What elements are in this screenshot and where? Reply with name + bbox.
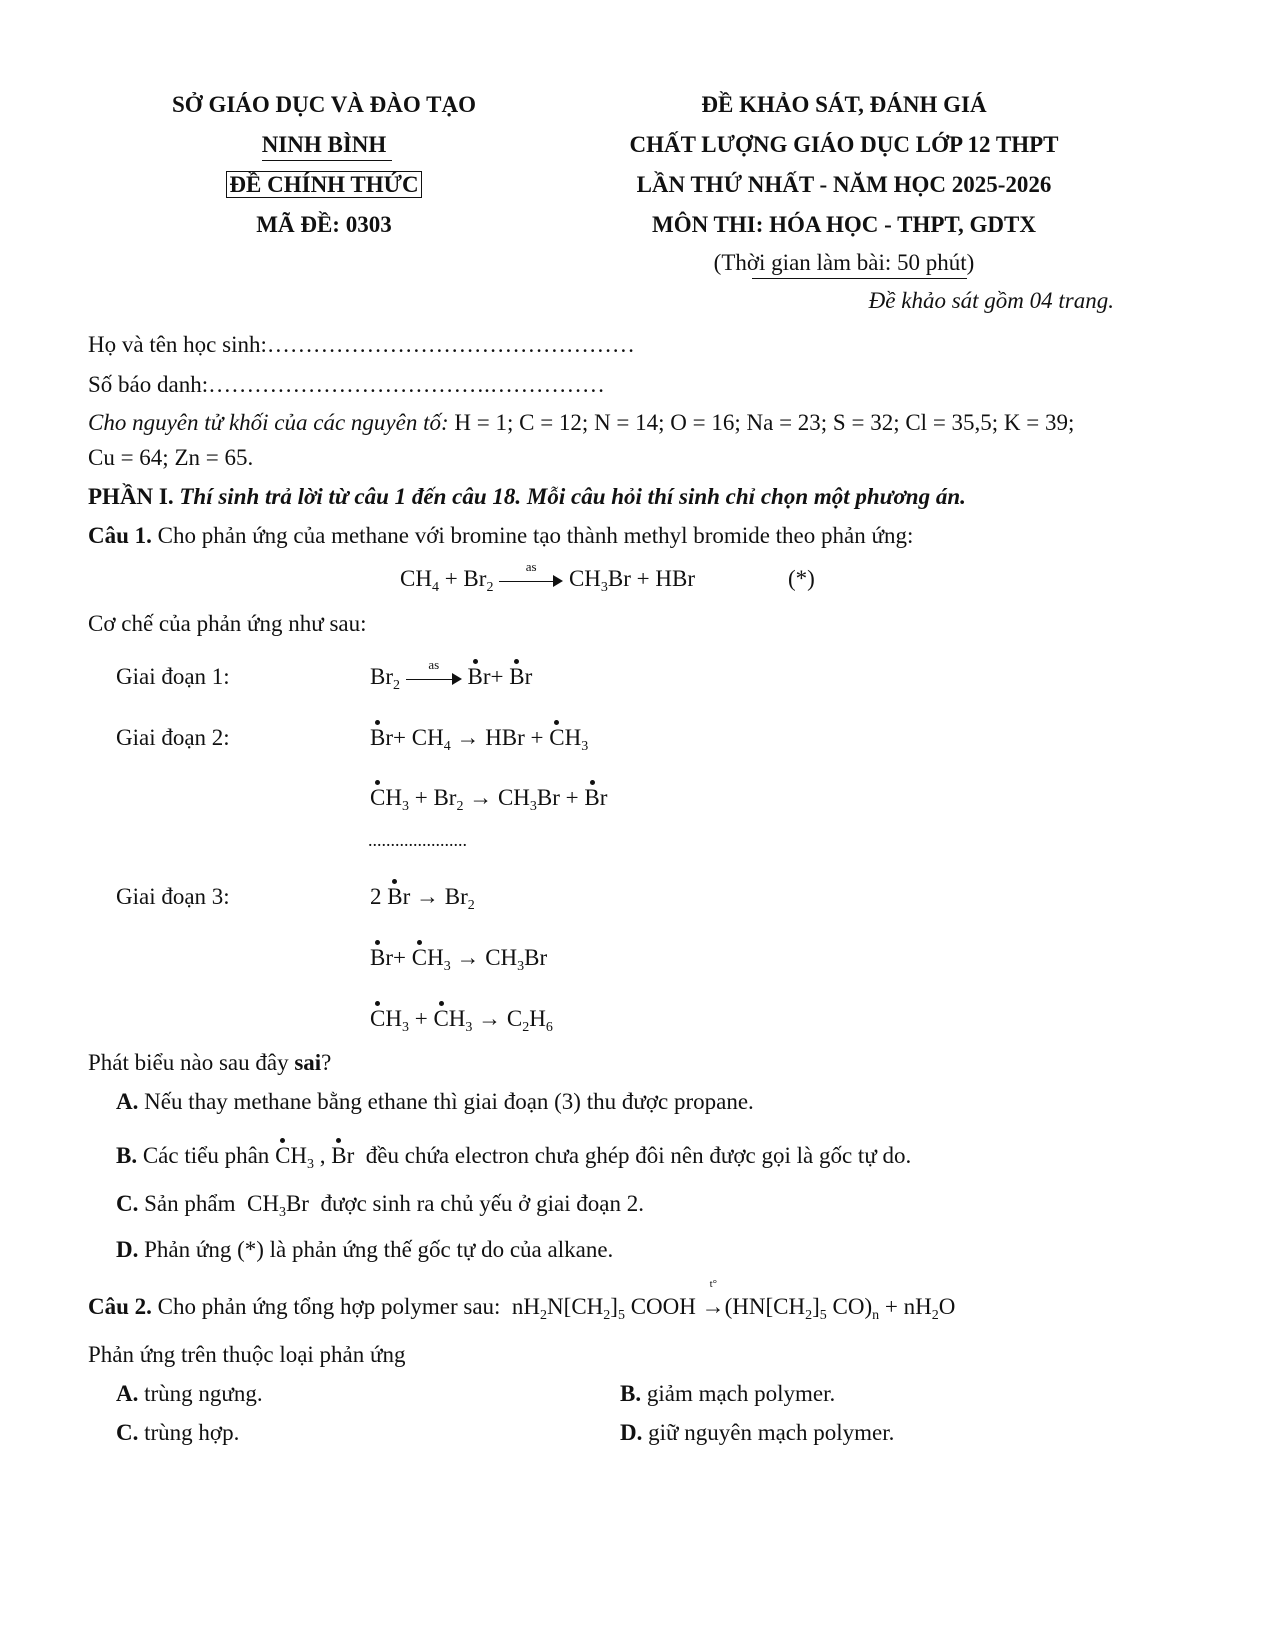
q2-option-d[interactable] bbox=[620, 1420, 894, 1446]
q1-option-d[interactable] bbox=[116, 1237, 613, 1263]
option-text: trùng ngưng. bbox=[144, 1381, 263, 1406]
header-underline-left bbox=[262, 160, 392, 161]
stage2-label: Giai đoạn 2: bbox=[116, 725, 230, 750]
mechanism-intro: Cơ chế của phản ứng như sau: bbox=[88, 611, 367, 636]
stage2-equation-1: $Br+ CH_4$ → HBr + $CH_3$ bbox=[370, 725, 589, 754]
option-text: trùng hợp. bbox=[144, 1420, 240, 1445]
stage3-label: Giai đoạn 3: bbox=[116, 884, 230, 909]
part1-instruction: Thí sinh trả lời từ câu 1 đến câu 18. Mỗi câu hỏi thí sinh chỉ chọn một phương án. bbox=[179, 484, 966, 509]
stage1-label: Giai đoạn 1: bbox=[116, 664, 230, 689]
option-label: B. bbox=[116, 1143, 138, 1168]
province-name: NINH BÌNH bbox=[261, 132, 387, 157]
q1-option-c[interactable]: C. Sản phẩm $CH_3Br$ được sinh ra chủ yếu ở giai đoạn 2. bbox=[116, 1191, 645, 1220]
official-label bbox=[150, 172, 498, 198]
option-text: Phản ứng (*) là phản ứng thế gốc tự do của alkane. bbox=[144, 1237, 614, 1262]
q1-question-mark: ? bbox=[321, 1050, 332, 1075]
option-text: giữ nguyên mạch polymer. bbox=[648, 1420, 895, 1445]
stage1-equation: $Br_2$ as Br+ Br bbox=[370, 656, 533, 693]
exam-code: MÃ ĐỀ: 0303 bbox=[256, 212, 392, 237]
light-arrow: as bbox=[499, 571, 563, 591]
q2-stem: Câu 2. Cho phản ứng tổng hợp polymer sau: $nH_2N[CH_2]_5$ COOH t° $\to(HN[CH_2]_5$ $CO)_n + nH_2O$ bbox=[88, 1278, 956, 1323]
option-text: Sản phẩm bbox=[144, 1191, 236, 1216]
heat-arrow: t° → bbox=[701, 1278, 725, 1319]
option-label: A. bbox=[116, 1381, 139, 1406]
atomic-masses-lead: Cho nguyên tử khối của các nguyên tố: bbox=[88, 410, 449, 435]
student-id-field: Số báo danh:……………………………….…………… bbox=[88, 372, 605, 397]
option-text-rest: đều chứa electron chưa ghép đôi nên được gọi là gốc tự do. bbox=[365, 1143, 912, 1168]
official-box: ĐỀ CHÍNH THỨC bbox=[226, 171, 421, 198]
q2-option-b[interactable] bbox=[620, 1381, 835, 1407]
option-text-rest: được sinh ra chủ yếu ở giai đoạn 2. bbox=[320, 1191, 645, 1216]
exam-time: (Thời gian làm bài: 50 phút) bbox=[713, 250, 975, 275]
q2-label: Câu 2. bbox=[88, 1294, 152, 1319]
part1-heading bbox=[88, 484, 966, 510]
stage2-ellipsis: ...................... bbox=[368, 830, 467, 850]
department-name: SỞ GIÁO DỤC VÀ ĐÀO TẠO bbox=[172, 92, 476, 117]
exam-subject: MÔN THI: HÓA HỌC - THPT, GDTX bbox=[651, 212, 1036, 237]
exam-round: LẦN THỨ NHẤT - NĂM HỌC 2025-2026 bbox=[636, 172, 1052, 197]
atomic-masses-values: H = 1; C = 12; N = 14; O = 16; Na = 23; S = 32; Cl = 35,5; K = 39; bbox=[454, 410, 1075, 435]
q1-option-b[interactable]: B. Các tiểu phân $CH_3$ , Br đều chứa electron chưa ghép đôi nên được gọi là gốc tự do. bbox=[116, 1143, 912, 1172]
student-name-field: Họ và tên học sinh:………………………………………… bbox=[88, 332, 635, 357]
option-label: D. bbox=[116, 1237, 139, 1262]
q2-option-c[interactable] bbox=[116, 1420, 239, 1446]
stage3-equation-1: 2 $Br \to Br_2$ bbox=[370, 884, 475, 913]
atomic-masses-line1 bbox=[88, 410, 1074, 436]
q1-question bbox=[88, 1050, 331, 1076]
option-label: B. bbox=[620, 1381, 642, 1406]
stage2-equation-2: $CH_3 + Br_2 \to CH_3Br + Br$ bbox=[370, 785, 608, 814]
q1-main-equation: $CH_4 + Br_2$ as $CH_3Br$ + HBr bbox=[400, 558, 695, 595]
option-text: giảm mạch polymer. bbox=[646, 1381, 836, 1406]
q2-text: Cho phản ứng tổng hợp polymer sau: bbox=[157, 1294, 501, 1319]
q2-question: Phản ứng trên thuộc loại phản ứng bbox=[88, 1342, 406, 1367]
part1-label: PHẦN I. bbox=[88, 484, 174, 509]
atomic-masses-line2: Cu = 64; Zn = 65. bbox=[88, 445, 254, 470]
option-text: Nếu thay methane bằng ethane thì giai đoạn (3) thu được propane. bbox=[144, 1089, 754, 1114]
q2-option-a[interactable] bbox=[116, 1381, 263, 1407]
q1-label: Câu 1. bbox=[88, 523, 152, 548]
stage3-equation-2: $Br+ CH_3 \to CH_3Br$ bbox=[370, 945, 548, 974]
q1-stem bbox=[88, 523, 913, 549]
page-count: Đề khảo sát gồm 04 trang. bbox=[868, 288, 1114, 313]
light-arrow: as bbox=[406, 669, 462, 689]
stage3-equation-3: $CH_3 + CH_3 \to C_2H_6$ bbox=[370, 1006, 553, 1035]
option-text: Các tiểu phân bbox=[142, 1143, 270, 1168]
option-label: D. bbox=[620, 1420, 643, 1445]
option-label: A. bbox=[116, 1089, 139, 1114]
q1-question-emphasis: sai bbox=[294, 1050, 322, 1075]
q1-text: Cho phản ứng của methane với bromine tạo thành methyl bromide theo phản ứng: bbox=[157, 523, 914, 548]
exam-title: ĐỀ KHẢO SÁT, ĐÁNH GIÁ bbox=[701, 92, 987, 117]
q1-star-mark: (*) bbox=[788, 566, 815, 591]
q1-question-text: Phát biểu nào sau đây bbox=[88, 1050, 295, 1075]
exam-subtitle: CHẤT LƯỢNG GIÁO DỤC LỚP 12 THPT bbox=[629, 132, 1059, 157]
header-underline-right bbox=[752, 278, 967, 279]
option-label: C. bbox=[116, 1191, 139, 1216]
q1-option-a[interactable] bbox=[116, 1089, 754, 1115]
option-label: C. bbox=[116, 1420, 139, 1445]
